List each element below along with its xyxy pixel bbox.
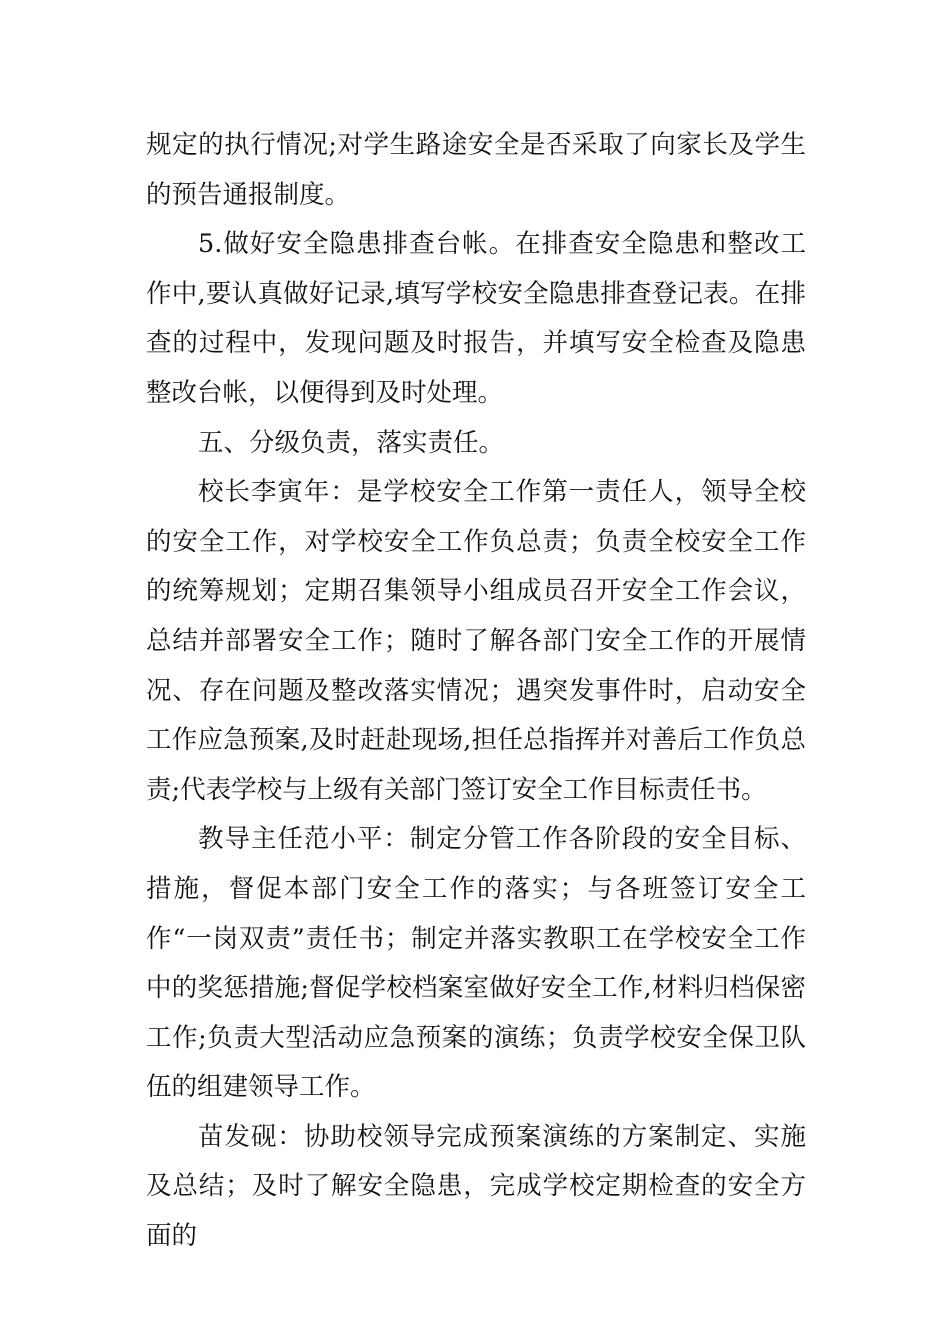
section-heading-responsibility: 五、分级负责，落实责任。 bbox=[198, 427, 505, 458]
paragraph-hazard-ledger: 5.做好安全隐患排查台帐。在排查安全隐患和整改工作中,要认真做好记录,填写学校安全隐患排查登记表。在排查的过程中，发现问题及时报告，并填写安全检查及隐患整改台帐，以便得到及时处理。 bbox=[146, 229, 806, 408]
paragraph-continuation: 规定的执行情况;对学生路途安全是否采取了向家长及学生的预告通报制度。 bbox=[146, 130, 806, 210]
paragraph-academic-director: 教导主任范小平：制定分管工作各阶段的安全目标、措施，督促本部门安全工作的落实；与各班签订安全工作“一岗双责”责任书；制定并落实教职工在学校安全工作中的奖惩措施;督促学校档案室做好安全工作,材料归档保密工作;负责大型活动应急预案的演练；负责学校安全保卫队伍的组建领导工作。 bbox=[146, 824, 806, 1103]
paragraph-principal: 校长李寅年：是学校安全工作第一责任人，领导全校的安全工作，对学校安全工作负总责；负责全校安全工作的统筹规划；定期召集领导小组成员召开安全工作会议，总结并部署安全工作；随时了解各部门安全工作的开展情况、存在问题及整改落实情况；遇突发事件时，启动安全工作应急预案,及时赶赴现场,担任总指挥并对善后工作负总责;代表学校与上级有关部门签订安全工作目标责任书。 bbox=[146, 477, 806, 805]
document-body bbox=[146, 121, 806, 1262]
paragraph-miao-fayan: 苗发砚：协助校领导完成预案演练的方案制定、实施及总结；及时了解安全隐患，完成学校定期检查的安全方面的 bbox=[146, 1121, 806, 1252]
